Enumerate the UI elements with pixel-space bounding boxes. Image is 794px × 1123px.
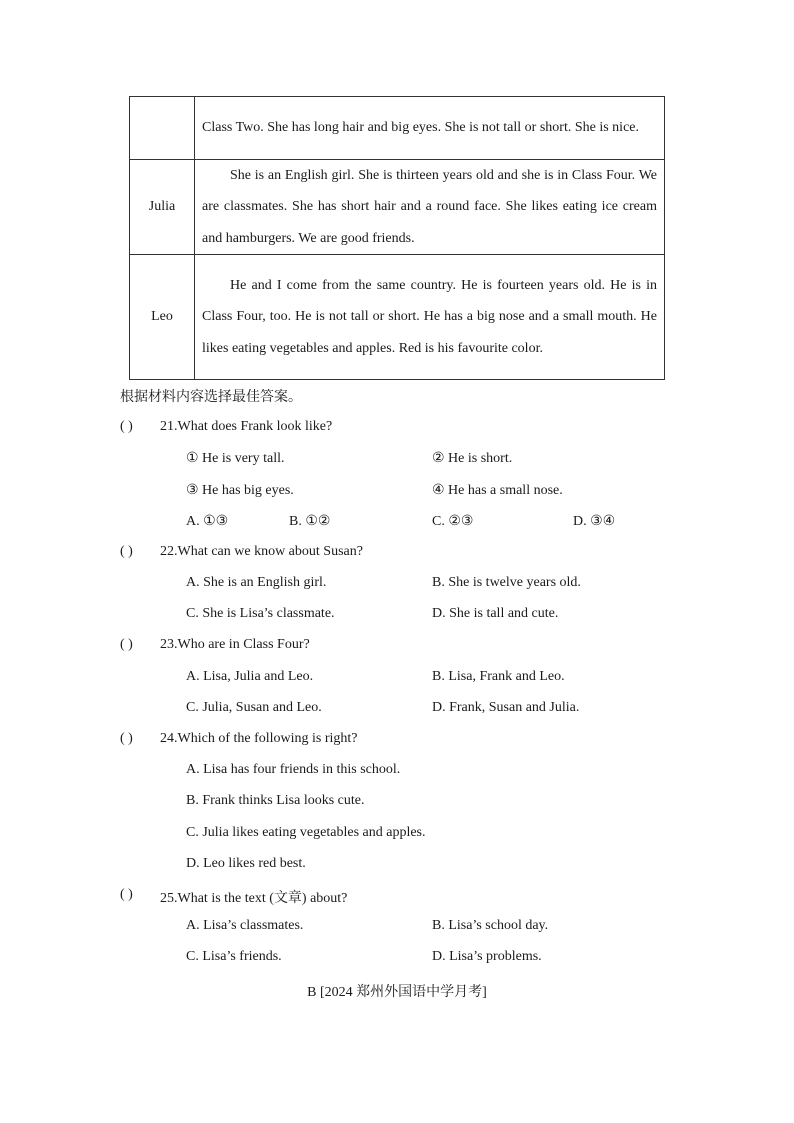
answer-blank[interactable]: ( ) [120,544,133,559]
row-description: He and I come from the same country. He is fourteen years old. He is in Class Four, too. He is not tall or short. He has a big nose and a small mouth. He likes eating vegetables and apples. Red is his favourite color. [195,254,665,379]
option-a[interactable]: A. ①③ [186,514,229,529]
option-a[interactable]: A. Lisa has four friends in this school. [186,762,401,777]
option-a[interactable]: A. Lisa, Julia and Leo. [186,669,314,684]
option-b[interactable]: B. Lisa’s school day. [432,918,549,933]
option-d[interactable]: D. Frank, Susan and Julia. [432,700,580,715]
statement-1: ① He is very tall. [186,451,285,466]
option-b[interactable]: B. She is twelve years old. [432,575,581,590]
option-c[interactable]: C. She is Lisa’s classmate. [186,606,335,621]
answer-blank[interactable]: ( ) [120,637,133,652]
question-text: Which of the following is right? [177,731,358,746]
row-name: Leo [130,254,195,379]
question-text: Who are in Class Four? [177,637,310,652]
question-text: What is the text (文章) about? [177,891,348,906]
question-text: What does Frank look like? [177,419,333,434]
section-footer: B [2024 郑州外国语中学月考] [307,985,487,1000]
option-d[interactable]: D. Leo likes red best. [186,856,306,871]
option-b[interactable]: B. ①② [289,514,331,529]
instruction: 根据材料内容选择最佳答案。 [120,389,302,405]
answer-blank[interactable]: ( ) [120,731,133,746]
option-b[interactable]: B. Frank thinks Lisa looks cute. [186,793,365,808]
option-c[interactable]: C. ②③ [432,514,474,529]
option-d[interactable]: D. Lisa’s problems. [432,949,542,964]
info-table [129,96,665,380]
question-number: 23. [160,637,178,652]
option-b[interactable]: B. Lisa, Frank and Leo. [432,669,565,684]
table-row [130,97,665,160]
option-d[interactable]: D. She is tall and cute. [432,606,559,621]
row-description: Class Two. She has long hair and big eyes. She is not tall or short. She is nice. [195,97,665,160]
question-number: 24. [160,731,178,746]
answer-blank[interactable]: ( ) [120,419,133,434]
question-number: 21. [160,419,178,434]
question-number: 25. [160,891,178,906]
statement-2: ② He is short. [432,451,513,466]
row-name [130,97,195,160]
row-description: She is an English girl. She is thirteen years old and she is in Class Four. We are classmates. She has short hair and a round face. She likes eating ice cream and hamburgers. We are good friends. [195,160,665,255]
option-c[interactable]: C. Julia, Susan and Leo. [186,700,322,715]
option-a[interactable]: A. Lisa’s classmates. [186,918,304,933]
option-c[interactable]: C. Lisa’s friends. [186,949,282,964]
answer-blank[interactable]: ( ) [120,887,133,902]
question-number: 22. [160,544,178,559]
statement-4: ④ He has a small nose. [432,483,563,498]
question-text: What can we know about Susan? [177,544,363,559]
option-a[interactable]: A. She is an English girl. [186,575,327,590]
table-row [130,254,665,379]
option-d[interactable]: D. ③④ [573,514,616,529]
statement-3: ③ He has big eyes. [186,483,294,498]
option-c[interactable]: C. Julia likes eating vegetables and apples. [186,825,426,840]
row-name: Julia [130,160,195,255]
table-row [130,160,665,255]
